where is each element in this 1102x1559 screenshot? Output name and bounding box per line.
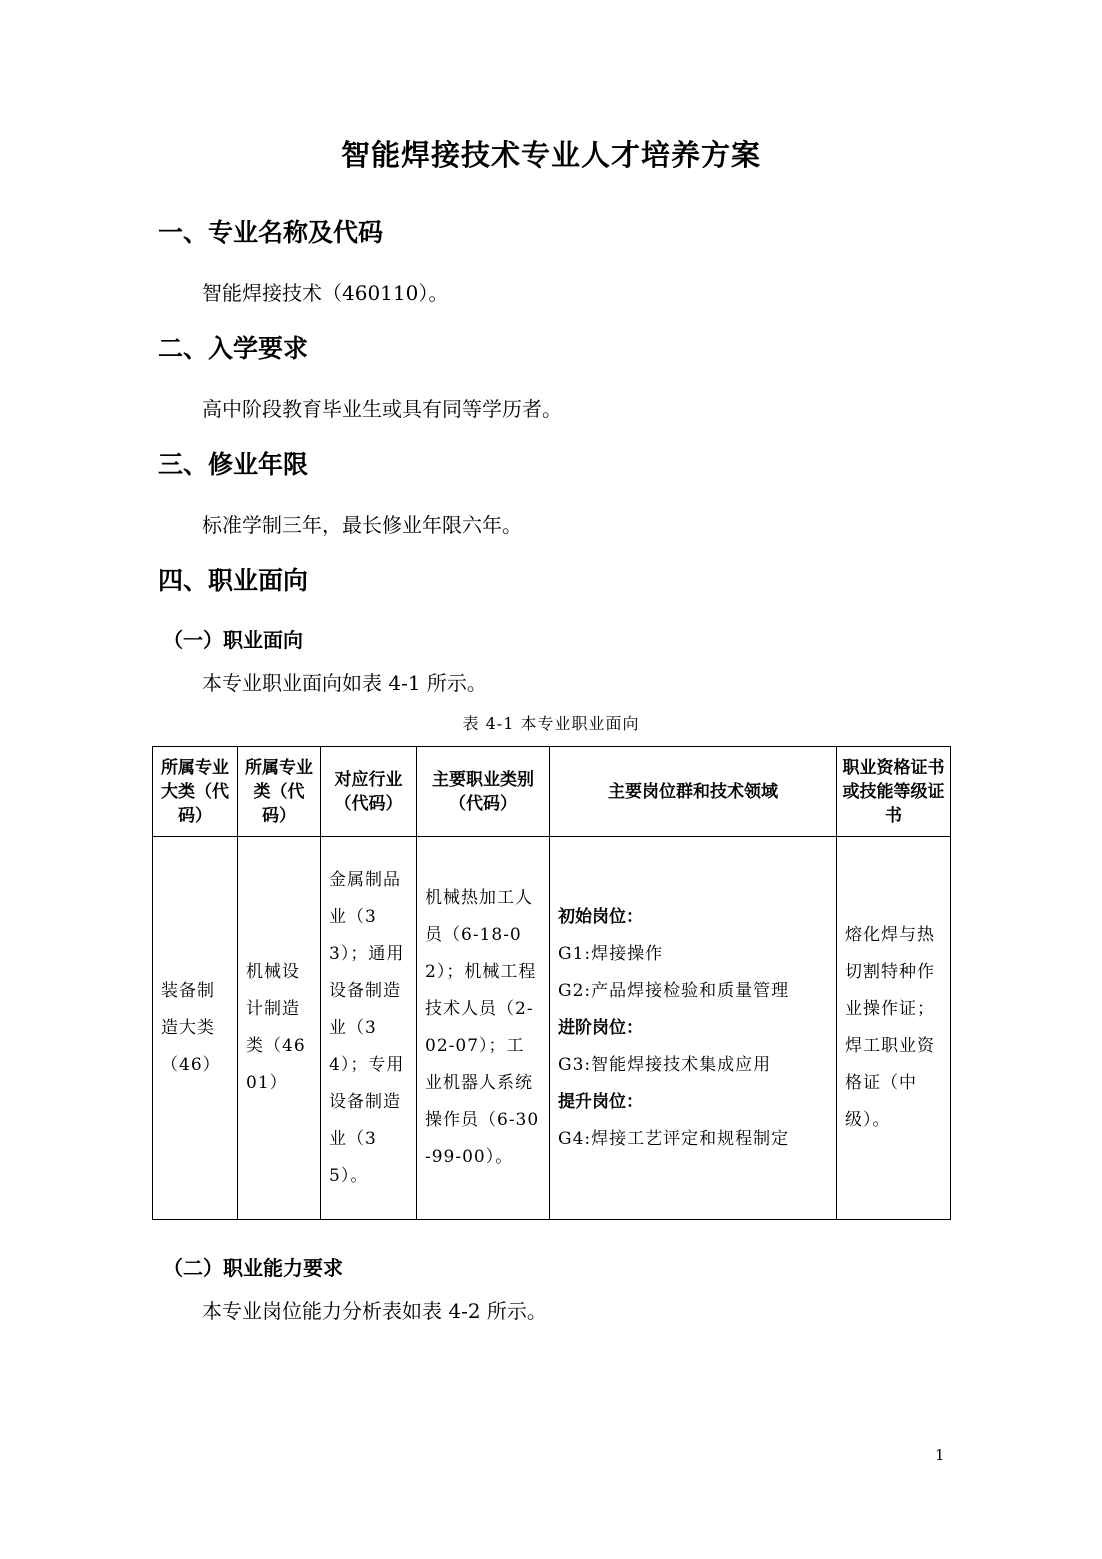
cell-major-class: 机械设计制造类（4601） bbox=[238, 837, 321, 1220]
cell-major-category: 装备制造大类（46） bbox=[153, 837, 238, 1220]
page-number: 1 bbox=[935, 1446, 945, 1464]
initial-post-label: 初始岗位： bbox=[558, 906, 643, 927]
header-major-category: 所属专业大类（代码） bbox=[153, 747, 238, 837]
document-title: 智能焊接技术专业人才培养方案 bbox=[340, 138, 761, 172]
post-g1: G1:焊接操作 bbox=[558, 943, 664, 964]
section-2-text: 高中阶段教育毕业生或具有同等学历者。 bbox=[202, 397, 562, 421]
post-g2: G2:产品焊接检验和质量管理 bbox=[558, 980, 790, 1001]
section-2-heading: 二、入学要求 bbox=[158, 334, 309, 363]
promotion-post-label: 提升岗位： bbox=[558, 1091, 643, 1112]
header-certificates: 职业资格证书或技能等级证书 bbox=[837, 747, 951, 837]
occupation-table bbox=[152, 746, 951, 1220]
section-1-text: 智能焊接技术（460110）。 bbox=[202, 281, 449, 305]
post-g4: G4:焊接工艺评定和规程制定 bbox=[558, 1128, 790, 1149]
header-major-class: 所属专业类（代码） bbox=[238, 747, 321, 837]
subsection-4-2-text: 本专业岗位能力分析表如表 4-2 所示。 bbox=[202, 1299, 547, 1323]
subsection-4-1-text: 本专业职业面向如表 4-1 所示。 bbox=[202, 671, 487, 695]
table-header-row bbox=[153, 747, 951, 837]
advanced-post-label: 进阶岗位： bbox=[558, 1017, 643, 1038]
table-row bbox=[153, 837, 951, 1220]
section-3-heading: 三、修业年限 bbox=[158, 450, 309, 479]
table-caption: 表 4-1 本专业职业面向 bbox=[462, 714, 640, 733]
cell-certificates: 熔化焊与热切割特种作业操作证；焊工职业资格证（中级）。 bbox=[837, 837, 951, 1220]
section-1-heading: 一、专业名称及代码 bbox=[158, 218, 384, 247]
header-occupation: 主要职业类别（代码） bbox=[417, 747, 550, 837]
subsection-4-1-heading: （一）职业面向 bbox=[163, 628, 303, 652]
header-job-domain: 主要岗位群和技术领域 bbox=[550, 747, 837, 837]
post-g3: G3:智能焊接技术集成应用 bbox=[558, 1054, 772, 1075]
section-3-text: 标准学制三年，最长修业年限六年。 bbox=[202, 513, 522, 537]
header-industry: 对应行业（代码） bbox=[321, 747, 417, 837]
cell-industry: 金属制品业（33）；通用设备制造业（34）；专用设备制造业（35）。 bbox=[321, 837, 417, 1220]
cell-occupations: 机械热加工人员（6-18-02）；机械工程技术人员（2-02-07）；工业机器人系统操作员（6-30-99-00）。 bbox=[417, 837, 550, 1220]
section-4-heading: 四、职业面向 bbox=[158, 566, 309, 595]
cell-job-domain bbox=[550, 837, 837, 1220]
subsection-4-2-heading: （二）职业能力要求 bbox=[163, 1256, 343, 1280]
